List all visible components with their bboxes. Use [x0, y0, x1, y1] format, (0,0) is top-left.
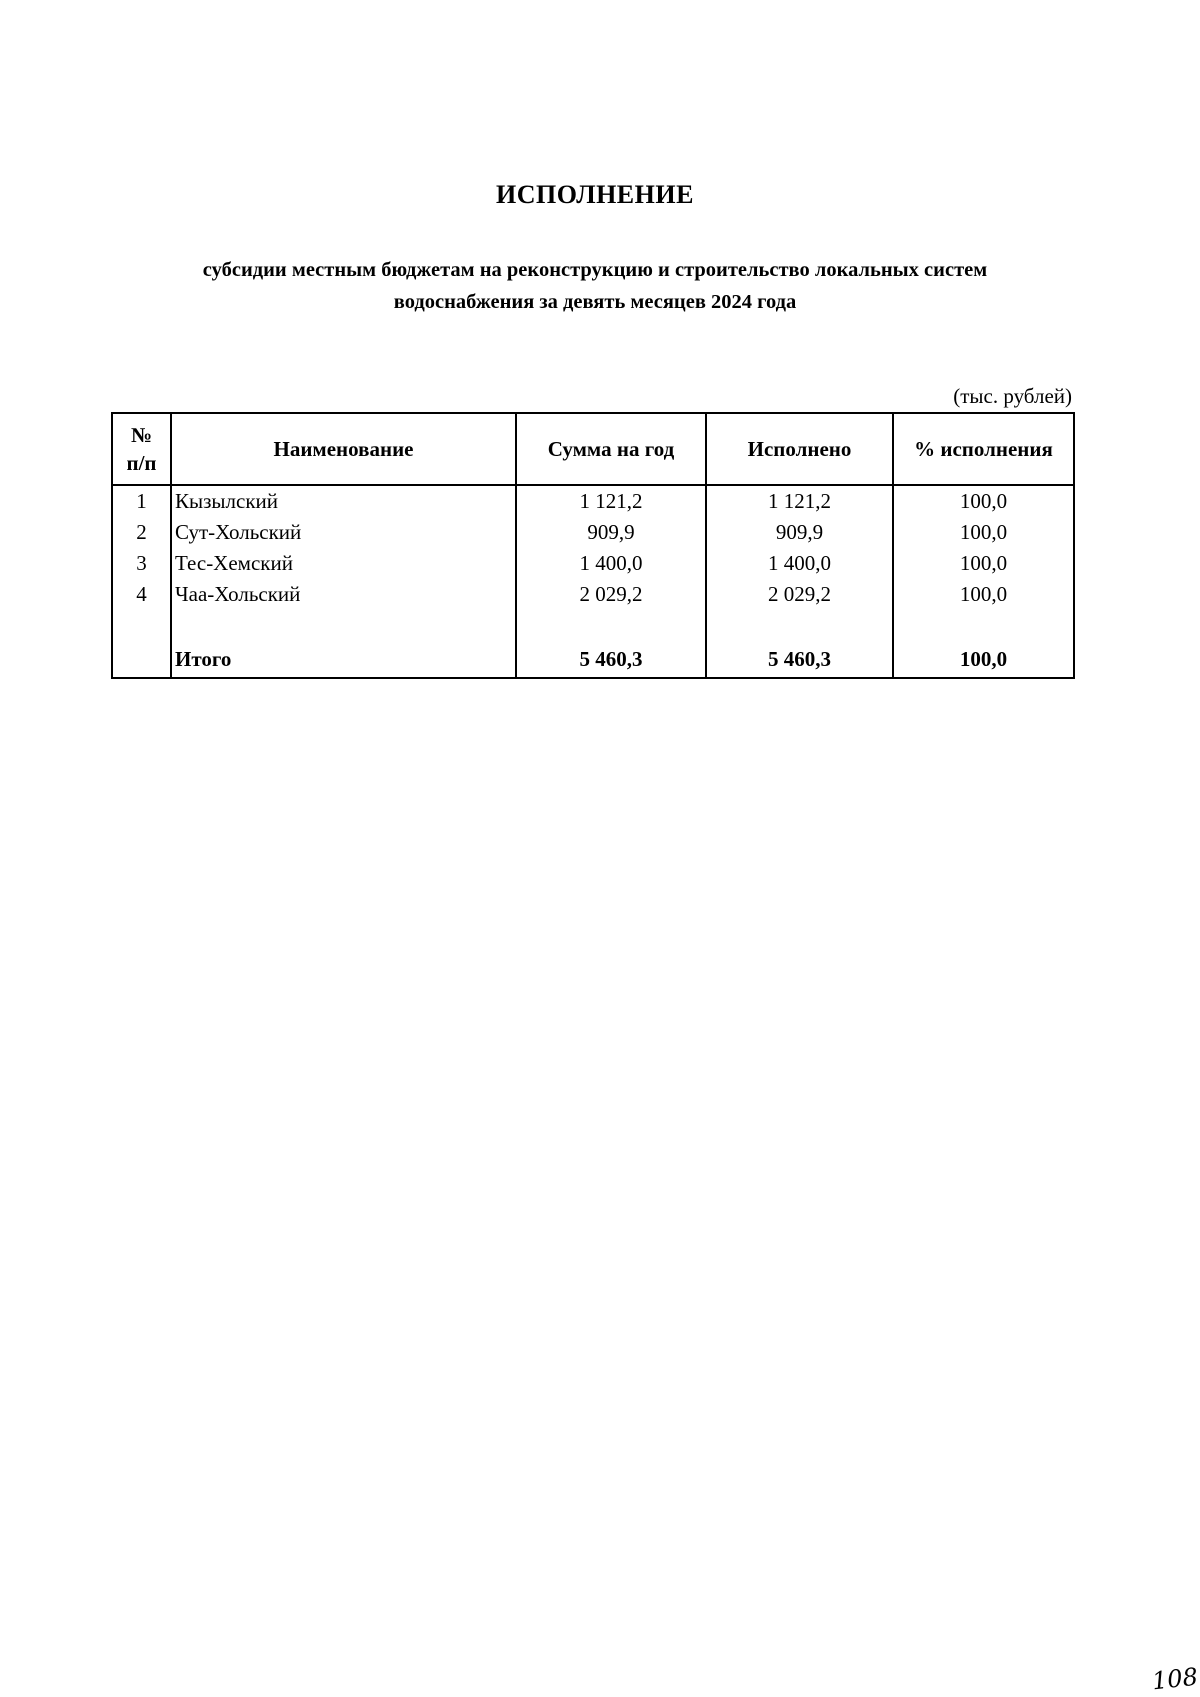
spacer-cell	[893, 610, 1074, 641]
spacer-cell	[112, 610, 171, 641]
document-title: ИСПОЛНЕНИЕ	[496, 180, 694, 209]
row-plan: 2 029,2	[516, 579, 706, 610]
row-num: 1	[112, 485, 171, 517]
row-plan: 909,9	[516, 517, 706, 548]
table-header-row	[112, 413, 1074, 485]
row-percent: 100,0	[893, 579, 1074, 610]
row-name: Сут-Хольский	[171, 517, 516, 548]
header-num-line-1: №	[130, 423, 153, 447]
units-label: (тыс. рублей)	[953, 384, 1072, 408]
row-done: 1 400,0	[706, 548, 893, 579]
total-num-cell	[112, 641, 171, 678]
document-subtitle	[100, 254, 1090, 318]
table-spacer-row	[112, 610, 1074, 641]
header-num-line-2: п/п	[126, 451, 157, 475]
total-done: 5 460,3	[706, 641, 893, 678]
total-percent: 100,0	[893, 641, 1074, 678]
row-done: 2 029,2	[706, 579, 893, 610]
table-row	[112, 579, 1074, 610]
page-number: 108	[1150, 1662, 1200, 1696]
row-name: Кызылский	[171, 485, 516, 517]
row-percent: 100,0	[893, 548, 1074, 579]
subtitle-line-2: водоснабжения за девять месяцев 2024 года	[393, 291, 797, 313]
header-name: Наименование	[171, 413, 516, 485]
row-done: 909,9	[706, 517, 893, 548]
header-plan: Сумма на год	[516, 413, 706, 485]
row-num: 4	[112, 579, 171, 610]
total-label: Итого	[171, 641, 516, 678]
spacer-cell	[706, 610, 893, 641]
row-percent: 100,0	[893, 485, 1074, 517]
total-plan: 5 460,3	[516, 641, 706, 678]
row-name: Чаа-Хольский	[171, 579, 516, 610]
row-done: 1 121,2	[706, 485, 893, 517]
row-plan: 1 121,2	[516, 485, 706, 517]
header-num	[112, 413, 171, 485]
table-row	[112, 485, 1074, 517]
budget-table	[111, 412, 1075, 679]
row-name: Тес-Хемский	[171, 548, 516, 579]
table-row	[112, 517, 1074, 548]
row-num: 3	[112, 548, 171, 579]
table-total-row	[112, 641, 1074, 678]
spacer-cell	[171, 610, 516, 641]
table-row	[112, 548, 1074, 579]
header-done: Исполнено	[706, 413, 893, 485]
spacer-cell	[516, 610, 706, 641]
header-percent: % исполнения	[893, 413, 1074, 485]
row-percent: 100,0	[893, 517, 1074, 548]
subtitle-line-1: субсидии местным бюджетам на реконструкцию и строительство локальных систем	[202, 259, 988, 281]
row-num: 2	[112, 517, 171, 548]
row-plan: 1 400,0	[516, 548, 706, 579]
